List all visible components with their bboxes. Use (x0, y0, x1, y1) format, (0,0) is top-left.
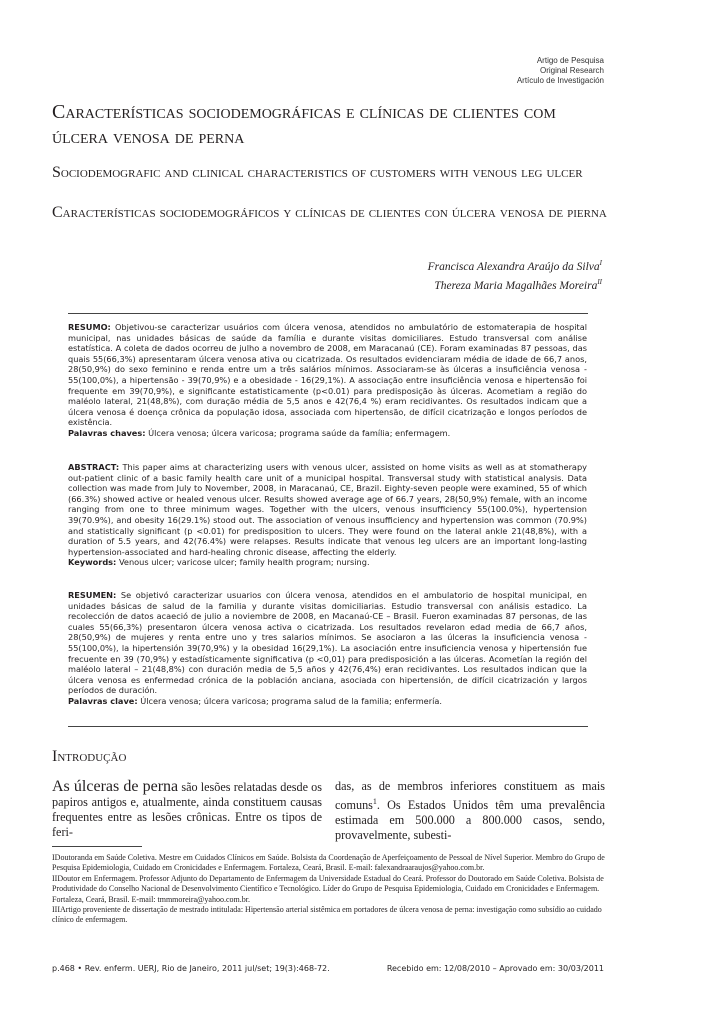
body-text-left: são lesões relatadas desde os papiros antigos e, atualmente, ainda constituem causas frequentes entre as lesões crônicas. Entre os tipos de feri- (52, 780, 322, 839)
body-column-left (52, 779, 322, 840)
author-1: Francisca Alexandra Araújo da Silva$^I$ (427, 259, 602, 273)
abstract-en (68, 462, 587, 568)
title-pt: Características sociodemográficas e clínicas de clientes com úlcera venosa de perna (52, 101, 556, 148)
keywords-en: Keywords: Venous ulcer; varicose ulcer; family health program; nursing. (68, 557, 370, 568)
keywords-pt: Palavras chaves: Úlcera venosa; úlcera varicosa; programa saúde da família; enfermagem. (68, 427, 451, 438)
authors (428, 256, 602, 294)
author-2: Thereza Maria Magalhães Moreira$^{II}$ (434, 277, 602, 292)
abstract-en-text: This paper aims at characterizing users with venous ulcer, assisted on home visits as well as at stomatherapy out-patient clinic of a basic family health care unit of a municipal hospital. Transversal study with statistical analysis. Data collection was made from July to November, 2008, in Maracanaú, CE, Brazil. Eighty-seven people were examined, 55 of which (66.3%) showed active or healed venous ulcer. Results showed average age of 66.7 years, 28(50,9%) female, with an income ranging from one to three minimum wages. Together with the ulcers, venous insufficiency 55(100.0%), hypertension 39(70.9%), and obesity 16(29.1%) stood out. The association of venous insufficiency and hypertension was common (70.9%) and statistically significant (p <0.01) for predisposition to ulcers. They were found on the lateral ankle 21(48,8%), with a duration of 5.5 years, and 42(76.4%) were relapses. Results indicate that venous leg ulcers are an important long-lasting hypertension-associated and hard-healing chronic disease, affecting the elderly. (68, 462, 587, 557)
footnote-1: IDoutoranda em Saúde Coletiva. Mestre em Cuidados Clínicos em Saúde. Bolsista da Coordenação de Aperfeiçoamento de Pessoal de Nível Superior. Membro do Grupo de Pesquisa Epidemiologia, Cuidado em Cronicidades e Enfermagem. Fortaleza, Ceará, Brasil. E-mail: falexandraaraujos@yahoo.com.br. (52, 853, 605, 873)
abstract-es-label: RESUMEN: (68, 590, 117, 600)
abstract-es-text: Se objetivó caracterizar usuarios con úlcera venosa, atendidos en el ambulatorio de hospital municipal, en unidades básicas de salud de la familia y durante visitas domiciliarias. Estudio transversal con análisis estadico. La recolección de datos acaeció de julio a noviembre de 2008, en Macanaú-CE – Brasil. Fueron examinadas 87 personas, de las cuales 55(66,3%) presentaron úlcera venosa activa o cicatrizada. Los resultados revelaron edad media de 66,7 años, 28(50,9%) de mujeres y renta entre uno y tres salarios mínimos. Se asociaron a las úlceras la insuficiencia venosa - 55(100,0%), la hipertensión 39(70,9%) y la obesidad 16(29,1%). La asociación entre insuficiencia venosa y hipertensión fue frecuente en 39 (70,9%) y estadísticamente significativa (p <0,01) para predisposición a las úlceras. Acometían la región del maléolo lateral – 21(48,8%) con duración media de 5,5 años y 42(76,4%) eran recidivantes. Los resultados indican que la úlcera venosa es enfermedad crónica de la población anciana, asociada con hipertensión, de difícil cicatrización y largos períodos de duración. (68, 590, 587, 696)
keywords-es: Palavras clave: Úlcera venosa; úlcera varicosa; programa salud de la familia; enfermería. (68, 695, 442, 706)
abstract-pt-label: RESUMO: (68, 322, 111, 332)
footnotes (52, 853, 609, 926)
abstract-bottom-rule (68, 726, 588, 727)
footer-dates: Recebido em: 12/08/2010 – Aprovado em: 30/03/2011 (386, 964, 604, 973)
footer-citation: p.468 • Rev. enferm. UERJ, Rio de Janeiro, 2011 jul/set; 19(3):468-72. (52, 964, 330, 973)
abstract-top-rule (68, 313, 588, 314)
section-heading-introduction: Introdução (52, 748, 127, 765)
footnote-ref: 1 (372, 797, 377, 806)
title-es: Características sociodemográficos y clínicas de clientes con úlcera venosa de pierna (52, 204, 607, 221)
article-type-en: Original Research (539, 66, 604, 75)
abstract-en-label: ABSTRACT: (68, 462, 120, 472)
abstract-pt-text: Objetivou-se caracterizar usuários com úlcera venosa, atendidos no ambulatório de estomaterapia de hospital municipal, nas unidades básicas de saúde da família e durante visitas domiciliares. Estudo transversal com análise estatística. A coleta de dados ocorreu de julho a novembro de 2008, em Maracanaú (CE). Foram examinadas 87 pessoas, das quais 55(66,3%) apresentaram úlcera venosa ativa ou cicatrizada. Os resultados evidenciaram média de idade de 66,7 anos, 28(50,9%) do sexo feminino e renda entre um a três salários mínimos. Associaram-se às úlceras a insuficiência venosa - 55(100,0%), a hipertensão - 39(70,9%) e a obesidade - 16(29,1%). A associação entre insuficiência venosa e hipertensão foi frequente em 39(70,9%), e significante estatisticamente (p<0.01) para predisposição às úlceras. Acometiam a região do maléolo lateral, 21(48,8%), com duração média de 5,5 anos e 42(76,4 %) eram recidivantes. Os resultados indicam que a úlcera venosa é doença crônica da população idosa, associada com hipertensão, de difícil cicatrização e longos períodos de existência. (68, 322, 587, 428)
footnote-rule (52, 846, 142, 847)
abstract-es (68, 590, 587, 707)
lead-in-text: As úlceras de perna (52, 778, 179, 795)
title-en: Sociodemografic and clinical characteristics of customers with venous leg ulcer (52, 164, 583, 181)
article-type-pt: Artigo de Pesquisa (536, 56, 604, 65)
article-type-es: Artículo de Investigación (516, 76, 604, 85)
footnote-3: IIIArtigo proveniente de dissertação de mestrado intitulada: Hipertensão arterial sistêmica em portadores de úlcera venosa de perna: investigação como subsídio ao cuidado clínico de enfermagem. (52, 905, 602, 925)
footnote-2: IIDoutor em Enfermagem. Professor Adjunto do Departamento de Enfermagem da Universidade Estadual do Ceará. Professor do Doutorado em Saúde Coletiva. Bolsista de Produtividade do Conselho Nacional de Desenvolvimento Científico e Tecnológico. Líder do Grupo de Pesquisa Epidemiologia, Cuidado em Cronicidades e Enfermagem. Fortaleza, Ceará, Brasil. E-mail: tmmmoreira@yahoo.com.br. (52, 873, 604, 904)
body-column-right: das, as de membros inferiores constituem as mais comuns$^1$. Os Estados Unidos têm uma prevalência estimada em 500.000 a 800.000 casos, sendo, provavelmente, subesti- (335, 779, 605, 843)
article-type (517, 56, 604, 86)
abstract-pt (68, 322, 587, 439)
